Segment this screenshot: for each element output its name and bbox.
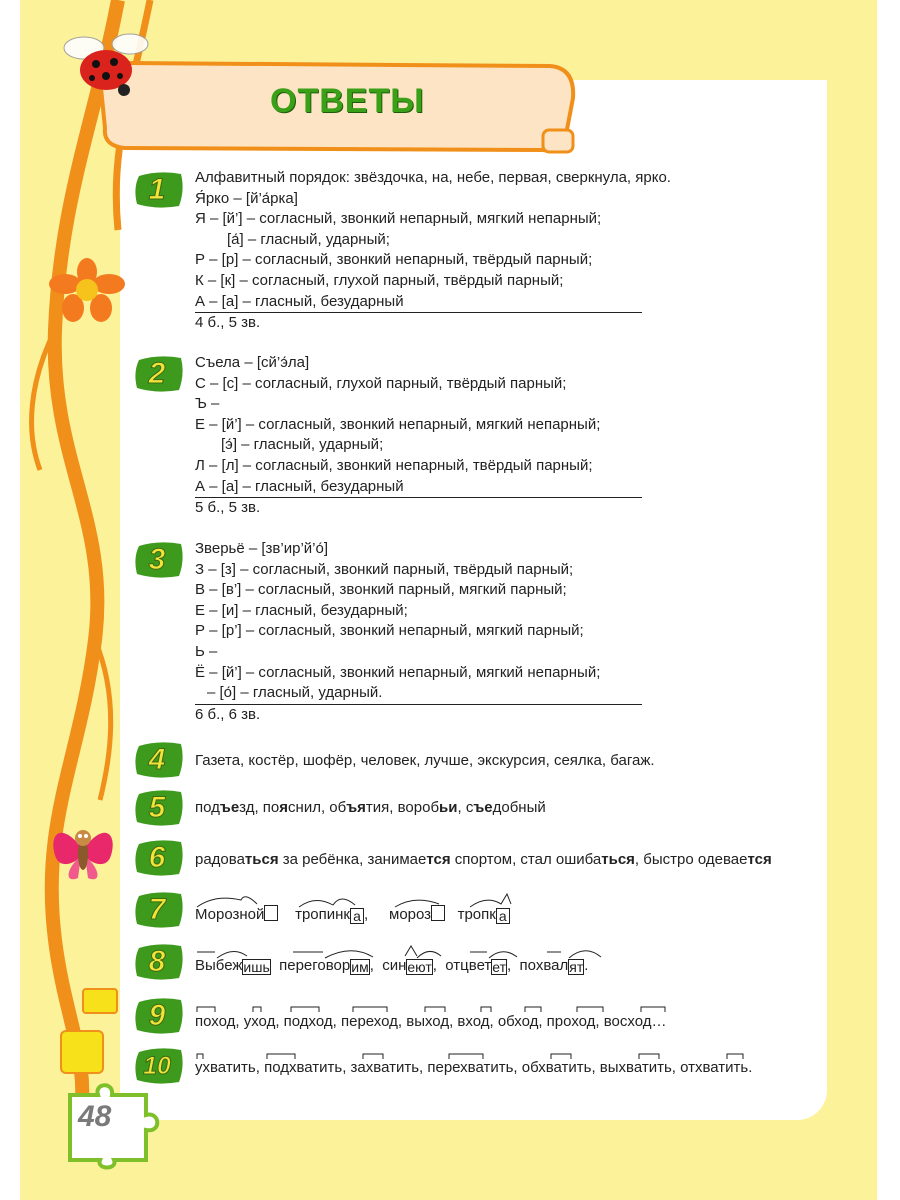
answer-10: ухватить, подхватить, захватить, перехватить, обхватить, выхватить, отхватить. — [195, 1059, 753, 1076]
ending-box: а — [496, 908, 510, 924]
highlight-fragment: ьи — [439, 799, 458, 816]
word: тропинк — [295, 906, 350, 923]
answer-line: Л – [л] – согласный, звонкий непарный, твёрдый парный; — [195, 456, 593, 474]
ending-box: а — [350, 908, 364, 924]
answer-3 — [195, 539, 642, 725]
answer-line: – [о́] – гласный, ударный. — [195, 683, 642, 705]
ending-box: им — [351, 959, 369, 975]
answer-5 — [195, 799, 546, 816]
decor-square — [60, 1030, 104, 1074]
answer-number-badge — [133, 996, 185, 1036]
text-fragment: под — [195, 799, 220, 816]
answer-line: К – [к] – согласный, глухой парный, твёрдый парный; — [195, 271, 564, 289]
badge-number: 2 — [148, 357, 166, 390]
page-title: ОТВЕТЫ — [270, 82, 425, 120]
text-fragment: радова — [195, 851, 245, 868]
answer-number-badge — [133, 354, 185, 394]
answer-7 — [195, 905, 510, 924]
answer-line: Съела – [сй’э́ла] — [195, 354, 310, 371]
highlight-fragment: тся — [426, 851, 451, 868]
text-fragment: добный — [492, 799, 546, 816]
text-fragment: спортом, стал ошиба — [450, 851, 602, 868]
badge-number: 5 — [148, 791, 166, 824]
highlight-fragment: тся — [747, 851, 772, 868]
answer-line: Ё – [й’] – согласный, звонкий непарный, мягкий непарный; — [195, 663, 601, 681]
answer-number-badge — [133, 1046, 185, 1086]
ending-box: еют — [407, 959, 432, 975]
flower-icon — [45, 258, 130, 326]
answer-number-badge — [133, 740, 185, 780]
punct: , — [432, 957, 437, 974]
word: Морозной — [195, 906, 265, 923]
word: отцвет — [445, 957, 492, 974]
word: переговор — [279, 957, 351, 974]
answer-line: Я – [й’] – согласный, звонкий непарный, мягкий непарный; — [195, 210, 602, 228]
badge-number: 1 — [148, 173, 166, 206]
punct: , — [369, 957, 374, 974]
badge-number: 3 — [148, 543, 166, 576]
answer-6 — [195, 851, 772, 868]
answer-summary: 6 б., 6 зв. — [195, 705, 261, 723]
ending-box: ят — [569, 959, 584, 975]
answer-8 — [195, 957, 588, 975]
answer-line: Ъ – — [195, 395, 220, 413]
page-number-puzzle — [60, 1075, 170, 1170]
text-fragment: , с — [457, 799, 474, 816]
answer-line: Зверьё – [зв’ир’й’о́] — [195, 540, 329, 557]
answer-1 — [195, 168, 671, 334]
highlight-fragment: ъе — [219, 799, 240, 816]
badge-number: 4 — [148, 743, 166, 776]
word: син — [382, 957, 407, 974]
answer-line: С – [с] – согласный, глухой парный, твёрдый парный; — [195, 374, 567, 392]
text-fragment: снил, об — [288, 799, 347, 816]
answer-line: [а́] – гласный, ударный; — [227, 230, 390, 248]
ending-box: ишь — [243, 959, 270, 975]
word: похвал — [519, 957, 569, 974]
highlight-fragment: ться — [244, 851, 279, 868]
punct: , — [507, 957, 512, 974]
answer-line: Е – [и] – гласный, безударный; — [195, 601, 408, 619]
answer-line: А – [а] – гласный, безударный — [195, 477, 642, 499]
answer-2 — [195, 353, 642, 519]
answer-number-badge — [133, 890, 185, 930]
word: мороз — [389, 906, 432, 923]
butterfly-icon — [48, 818, 118, 888]
answer-number-badge — [133, 838, 185, 878]
answer-line: Ь – — [195, 642, 218, 660]
text-fragment: , быстро одевае — [634, 851, 748, 868]
punct: . — [584, 957, 589, 974]
punct: , — [363, 906, 369, 923]
ending-box — [431, 905, 445, 921]
badge-number: 6 — [148, 841, 166, 874]
decor-square — [82, 988, 118, 1014]
answer-line: В – [в’] – согласный, звонкий парный, мягкий парный; — [195, 581, 567, 599]
highlight-fragment: ться — [601, 851, 635, 868]
page-number: 48 — [78, 1100, 112, 1133]
answer-line: З – [з] – согласный, звонкий парный, твёрдый парный; — [195, 560, 574, 578]
badge-number: 7 — [148, 893, 166, 926]
answer-line: А – [а] – гласный, безударный — [195, 292, 642, 314]
answer-4: Газета, костёр, шофёр, человек, лучше, экскурсия, сеялка, багаж. — [195, 752, 655, 769]
answer-line: Е – [й’] – согласный, звонкий непарный, мягкий непарный; — [195, 415, 601, 433]
answer-line: Р – [р’] – согласный, звонкий непарный, мягкий парный; — [195, 622, 584, 640]
highlight-fragment: ъе — [473, 799, 493, 816]
answer-line: [э́] – гласный, ударный; — [221, 436, 384, 454]
word: Выбеж — [195, 957, 243, 974]
word: тропк — [457, 906, 496, 923]
answer-line: Алфавитный порядок: звёздочка, на, небе, первая, сверкнула, ярко. — [195, 169, 671, 186]
badge-number: 10 — [143, 1052, 171, 1080]
ending-box: ет — [492, 959, 507, 975]
answer-summary: 4 б., 5 зв. — [195, 314, 261, 332]
text-fragment: тия, вороб — [365, 799, 440, 816]
answer-summary: 5 б., 5 зв. — [195, 499, 261, 517]
badge-number: 9 — [148, 999, 166, 1032]
answer-number-badge — [133, 942, 185, 982]
text-fragment: зд, по — [239, 799, 280, 816]
text-fragment: за ребёнка, занимае — [278, 851, 427, 868]
ending-box — [264, 905, 278, 921]
ladybug-icon — [62, 28, 152, 98]
answer-number-badge — [133, 788, 185, 828]
answer-line: Р – [р] – согласный, звонкий непарный, твёрдый парный; — [195, 251, 593, 269]
answer-line: Я́рко – [й’а́рка] — [195, 189, 298, 207]
answer-9: поход, уход, подход, переход, выход, вход, обход, проход, восход… — [195, 1013, 667, 1030]
highlight-fragment: ъя — [346, 799, 366, 816]
answer-number-badge — [133, 540, 185, 580]
badge-number: 8 — [148, 945, 166, 978]
highlight-fragment: я — [279, 799, 289, 816]
answer-number-badge — [133, 170, 185, 210]
